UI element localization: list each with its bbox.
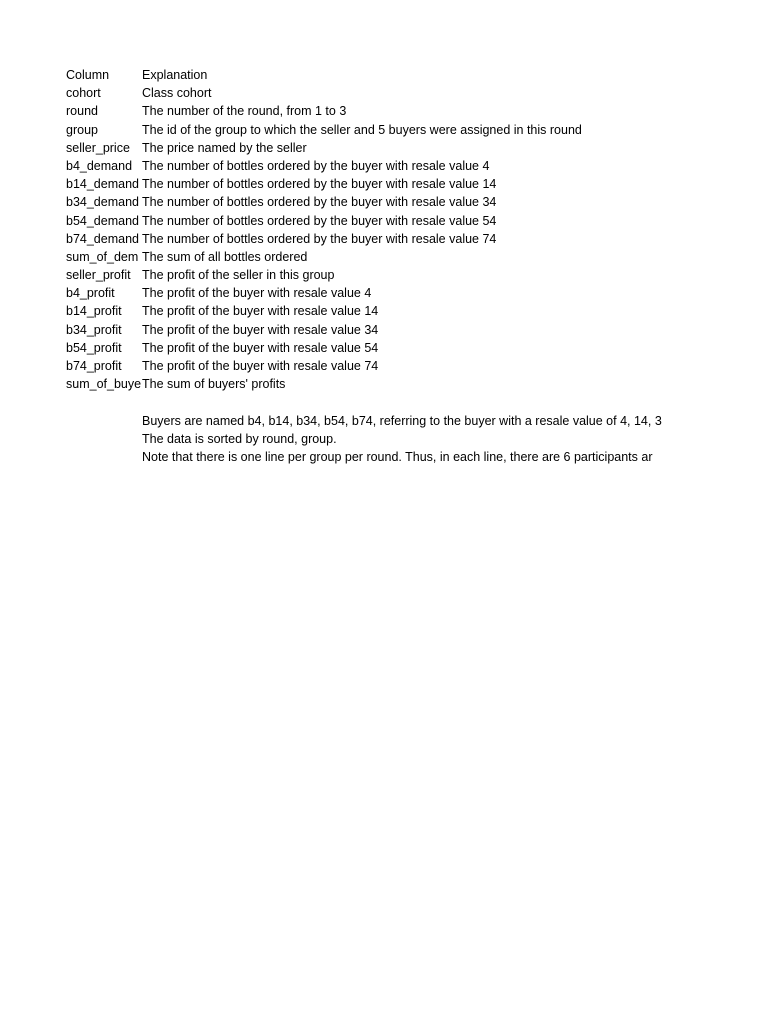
explanation-cell: The price named by the seller	[142, 140, 307, 155]
column-name-cell: b34_demand	[66, 195, 139, 210]
explanation-cell: The number of bottles ordered by the buyer with resale value 34	[142, 195, 497, 210]
explanation-header: Explanation	[142, 68, 208, 82]
column-name-cell: sum_of_buye	[66, 377, 142, 392]
explanation-cell: The sum of all bottles ordered	[142, 249, 308, 264]
note-text: Note that there is one line per group per round. Thus, in each line, there are 6 participants ar	[142, 449, 653, 464]
table-row	[66, 339, 678, 357]
explanation-cell: Class cohort	[142, 86, 212, 101]
column-name-cell: b14_profit	[66, 304, 122, 319]
column-name-cell: b4_profit	[66, 286, 115, 301]
column-name-cell: group	[66, 122, 98, 137]
spreadsheet-sheet	[66, 66, 678, 466]
column-name-cell: b14_demand	[66, 177, 139, 192]
table-row	[66, 266, 678, 284]
column-name-cell: b54_profit	[66, 340, 122, 355]
column-header: Column	[66, 68, 110, 82]
explanation-cell: The number of bottles ordered by the buyer with resale value 54	[142, 213, 497, 228]
column-name-cell: b54_demand	[66, 213, 139, 228]
table-row	[66, 193, 678, 211]
column-name-cell: b34_profit	[66, 322, 122, 337]
table-row	[66, 102, 678, 120]
column-name-cell: seller_profit	[66, 268, 131, 283]
column-name-cell: seller_price	[66, 140, 130, 155]
explanation-cell: The profit of the buyer with resale value 54	[142, 340, 379, 355]
explanation-cell: The number of bottles ordered by the buyer with resale value 4	[142, 158, 490, 173]
note-text: Buyers are named b4, b14, b34, b54, b74, referring to the buyer with a resale value of 4, 14, 3	[142, 413, 662, 428]
table-row	[66, 375, 678, 393]
header-row	[66, 66, 678, 84]
explanation-cell: The number of bottles ordered by the buyer with resale value 74	[142, 231, 497, 246]
explanation-cell: The id of the group to which the seller and 5 buyers were assigned in this round	[142, 122, 582, 137]
note-text: The data is sorted by round, group.	[142, 431, 337, 446]
column-name-cell: round	[66, 104, 98, 119]
table-row	[66, 84, 678, 102]
table-row	[66, 321, 678, 339]
column-name-cell: b74_demand	[66, 231, 139, 246]
table-row	[66, 230, 678, 248]
explanation-cell: The profit of the buyer with resale value 14	[142, 304, 379, 319]
column-name-cell: cohort	[66, 86, 101, 101]
table-row	[66, 139, 678, 157]
explanation-cell: The profit of the buyer with resale value 4	[142, 286, 372, 301]
explanation-cell: The profit of the buyer with resale value 34	[142, 322, 379, 337]
note-line	[66, 430, 678, 448]
column-name-cell: sum_of_dem	[66, 249, 139, 264]
column-name-cell: b4_demand	[66, 158, 133, 173]
explanation-cell: The number of bottles ordered by the buyer with resale value 14	[142, 177, 497, 192]
table-row	[66, 212, 678, 230]
table-row	[66, 284, 678, 302]
table-row	[66, 302, 678, 320]
explanation-cell: The number of the round, from 1 to 3	[142, 104, 347, 119]
empty-row	[66, 393, 678, 411]
explanation-cell: The profit of the seller in this group	[142, 268, 335, 283]
table-row	[66, 357, 678, 375]
column-name-cell: b74_profit	[66, 359, 122, 373]
table-row	[66, 248, 678, 266]
explanation-cell: The profit of the buyer with resale value 74	[142, 359, 379, 373]
explanation-cell: The sum of buyers' profits	[142, 377, 286, 392]
table-row	[66, 175, 678, 193]
table-row	[66, 121, 678, 139]
note-line	[66, 412, 678, 430]
note-line	[66, 448, 678, 466]
table-row	[66, 157, 678, 175]
